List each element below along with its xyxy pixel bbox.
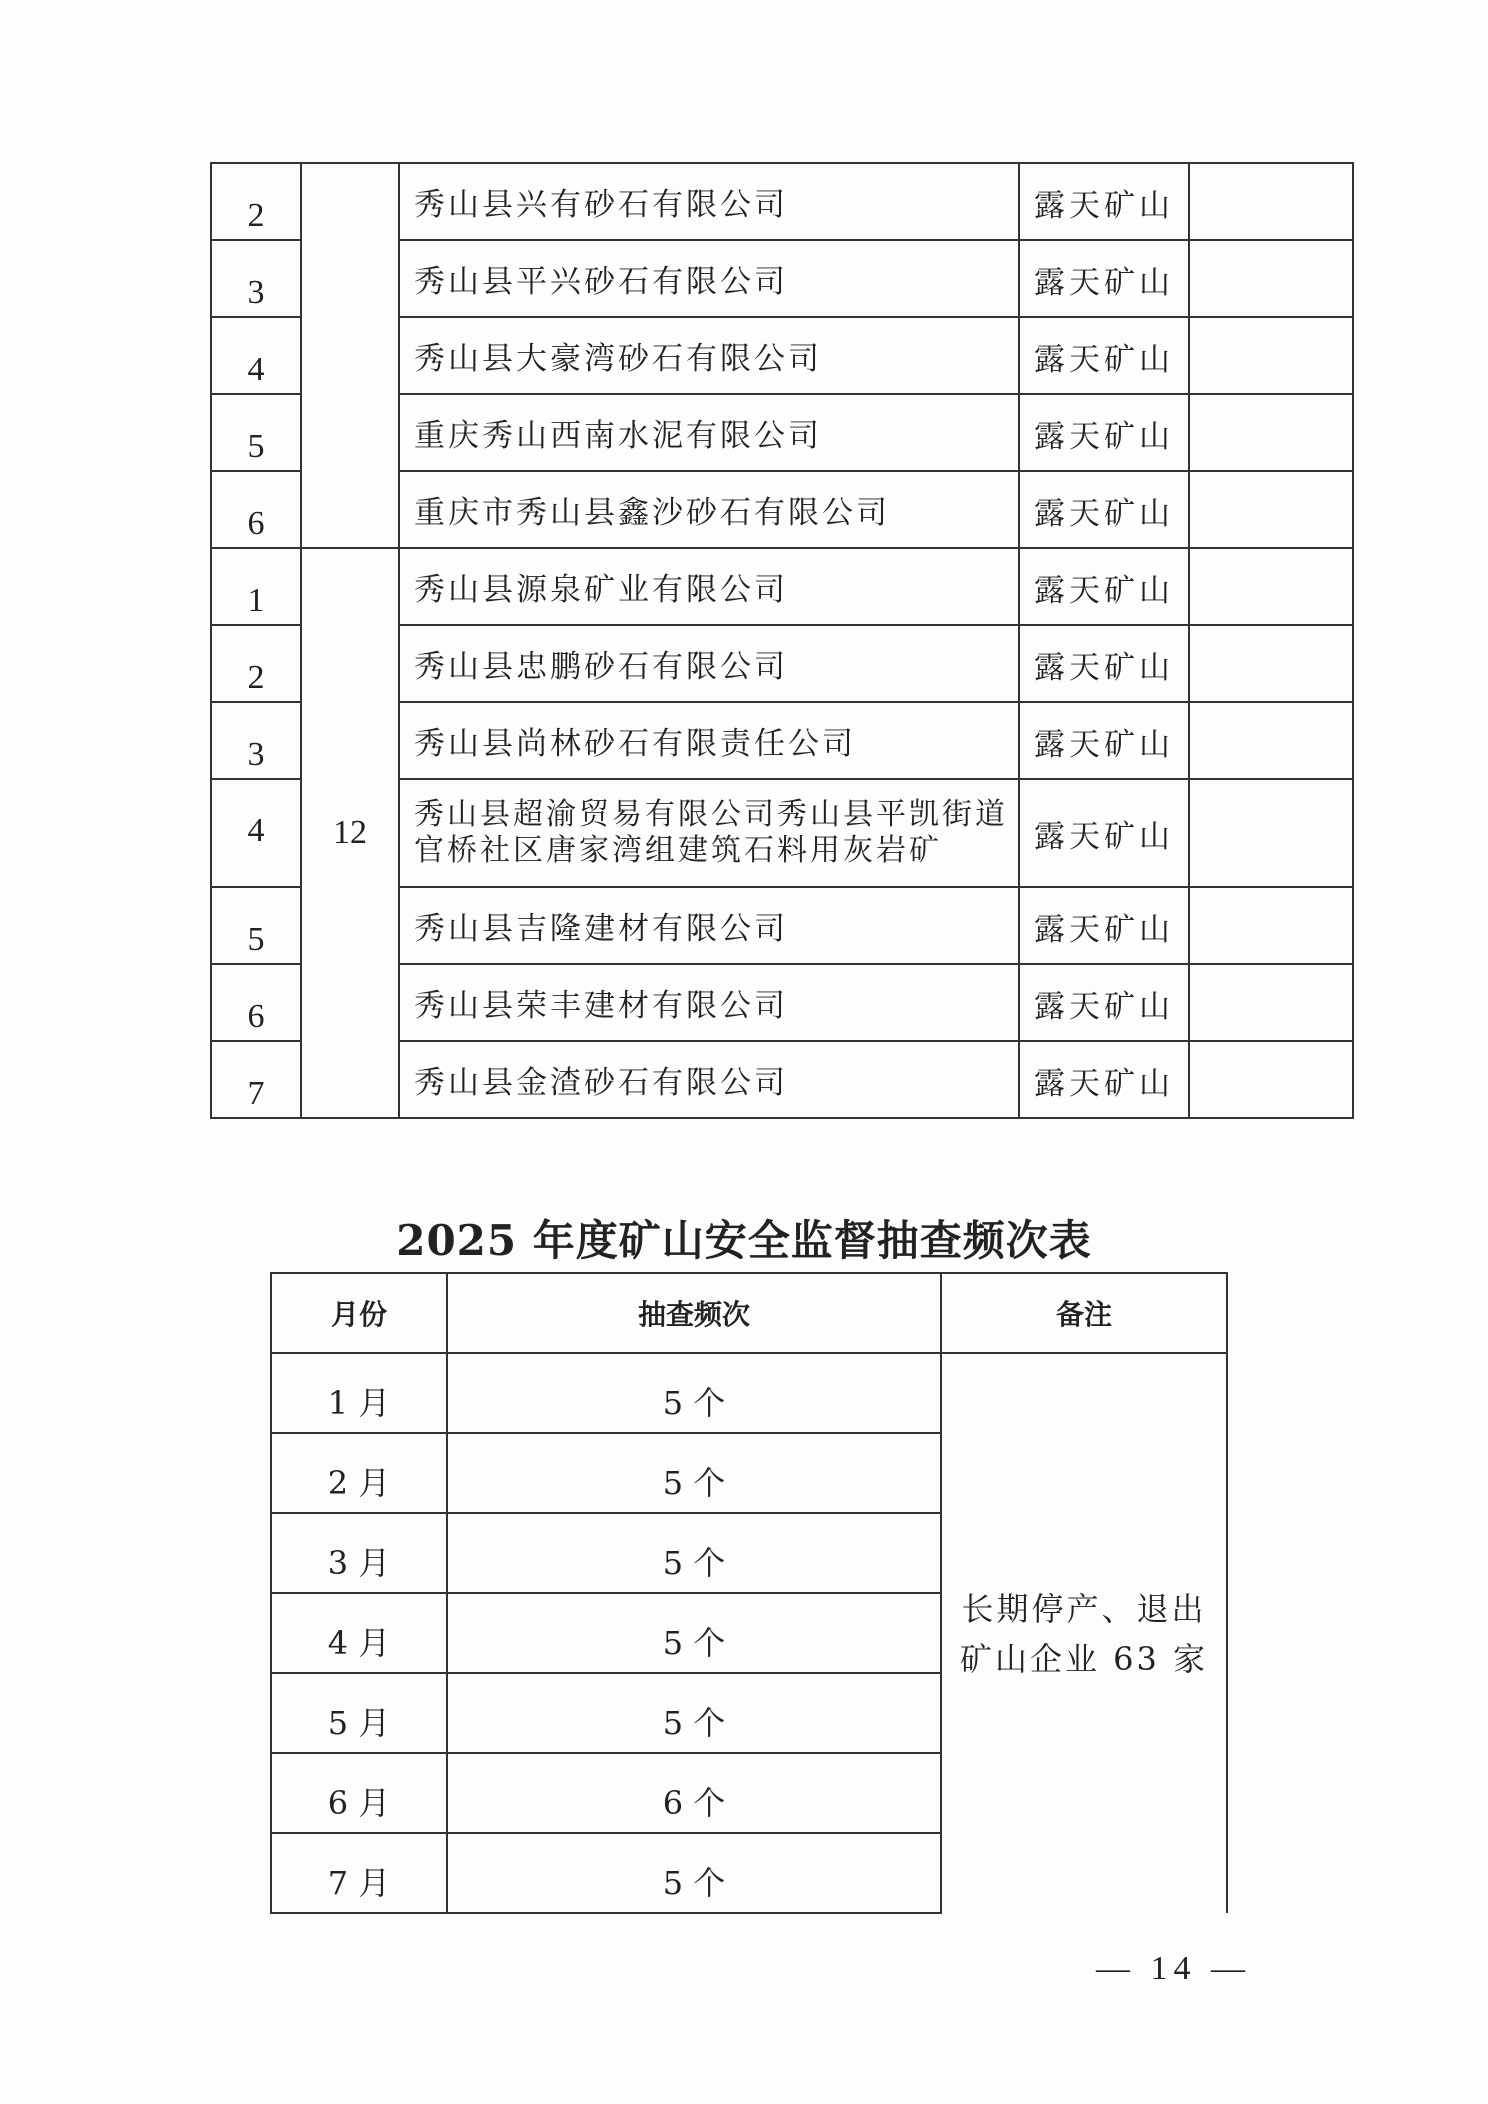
blank-cell (1189, 1041, 1353, 1118)
company-name: 秀山县吉隆建材有限公司 (399, 887, 1019, 964)
mine-type: 露天矿山 (1019, 702, 1189, 779)
month-cell: 4 月 (271, 1593, 447, 1673)
count-cell: 5 个 (447, 1433, 941, 1513)
row-number: 6 (211, 964, 301, 1041)
month-cell: 2 月 (271, 1433, 447, 1513)
row-number: 3 (211, 240, 301, 317)
count-cell: 5 个 (447, 1593, 941, 1673)
row-number: 2 (211, 163, 301, 240)
mine-type: 露天矿山 (1019, 394, 1189, 471)
frequency-table-title: 2025 年度矿山安全监督抽查频次表 (396, 1216, 1092, 1265)
note-header: 备注 (941, 1273, 1227, 1353)
company-name: 秀山县源泉矿业有限公司 (399, 548, 1019, 625)
mine-type: 露天矿山 (1019, 471, 1189, 548)
blank-cell (1189, 702, 1353, 779)
mine-type: 露天矿山 (1019, 964, 1189, 1041)
row-number: 6 (211, 471, 301, 548)
mine-type: 露天矿山 (1019, 779, 1189, 887)
company-name: 秀山县兴有砂石有限公司 (399, 163, 1019, 240)
month-cell: 1 月 (271, 1353, 447, 1433)
blank-cell (1189, 548, 1353, 625)
blank-cell (1189, 240, 1353, 317)
blank-cell (1189, 394, 1353, 471)
company-name: 秀山县大豪湾砂石有限公司 (399, 317, 1019, 394)
count-cell: 5 个 (447, 1833, 941, 1913)
frequency-table (270, 1272, 1228, 1914)
table-row (211, 163, 1353, 240)
blank-cell (1189, 471, 1353, 548)
mine-type: 露天矿山 (1019, 1041, 1189, 1118)
count-cell: 5 个 (447, 1673, 941, 1753)
month-cell: 6 月 (271, 1753, 447, 1833)
note-line: 长期停产、退出 (961, 1589, 1207, 1628)
blank-cell (1189, 163, 1353, 240)
month-cell: 3 月 (271, 1513, 447, 1593)
row-number: 4 (211, 317, 301, 394)
company-name: 秀山县超渝贸易有限公司秀山县平凯街道官桥社区唐家湾组建筑石料用灰岩矿 (399, 779, 1019, 887)
blank-cell (1189, 964, 1353, 1041)
row-number: 5 (211, 887, 301, 964)
blank-cell (1189, 887, 1353, 964)
mine-type: 露天矿山 (1019, 240, 1189, 317)
company-name: 秀山县平兴砂石有限公司 (399, 240, 1019, 317)
company-name: 秀山县忠鹏砂石有限公司 (399, 625, 1019, 702)
mine-type: 露天矿山 (1019, 163, 1189, 240)
mine-type: 露天矿山 (1019, 625, 1189, 702)
month-cell: 7 月 (271, 1833, 447, 1913)
row-number: 1 (211, 548, 301, 625)
company-name: 秀山县金渣砂石有限公司 (399, 1041, 1019, 1118)
company-name: 重庆秀山西南水泥有限公司 (399, 394, 1019, 471)
row-number: 2 (211, 625, 301, 702)
count-cell: 5 个 (447, 1353, 941, 1433)
count-cell: 5 个 (447, 1513, 941, 1593)
header-row (271, 1273, 1227, 1353)
company-name: 重庆市秀山县鑫沙砂石有限公司 (399, 471, 1019, 548)
row-number: 7 (211, 1041, 301, 1118)
count-cell: 6 个 (447, 1753, 941, 1833)
row-number: 5 (211, 394, 301, 471)
company-name: 秀山县荣丰建材有限公司 (399, 964, 1019, 1041)
row-number: 3 (211, 702, 301, 779)
mine-type: 露天矿山 (1019, 317, 1189, 394)
row-number: 4 (211, 779, 301, 887)
frequency-header: 抽查频次 (447, 1273, 941, 1353)
blank-cell (1189, 317, 1353, 394)
month-cell: 5 月 (271, 1673, 447, 1753)
table-row (271, 1353, 1227, 1433)
company-name: 秀山县尚林砂石有限责任公司 (399, 702, 1019, 779)
table-row (211, 548, 1353, 625)
mine-type: 露天矿山 (1019, 548, 1189, 625)
blank-cell (1189, 625, 1353, 702)
month-header: 月份 (271, 1273, 447, 1353)
note-cell (941, 1353, 1227, 1913)
group-cell (301, 163, 399, 548)
page-number: — 14 — (1096, 1950, 1251, 1987)
mine-list-table (210, 162, 1354, 1119)
note-line: 矿山企业 63 家 (959, 1639, 1209, 1678)
mine-type: 露天矿山 (1019, 887, 1189, 964)
blank-cell (1189, 779, 1353, 887)
group-cell: 12 (301, 548, 399, 1118)
